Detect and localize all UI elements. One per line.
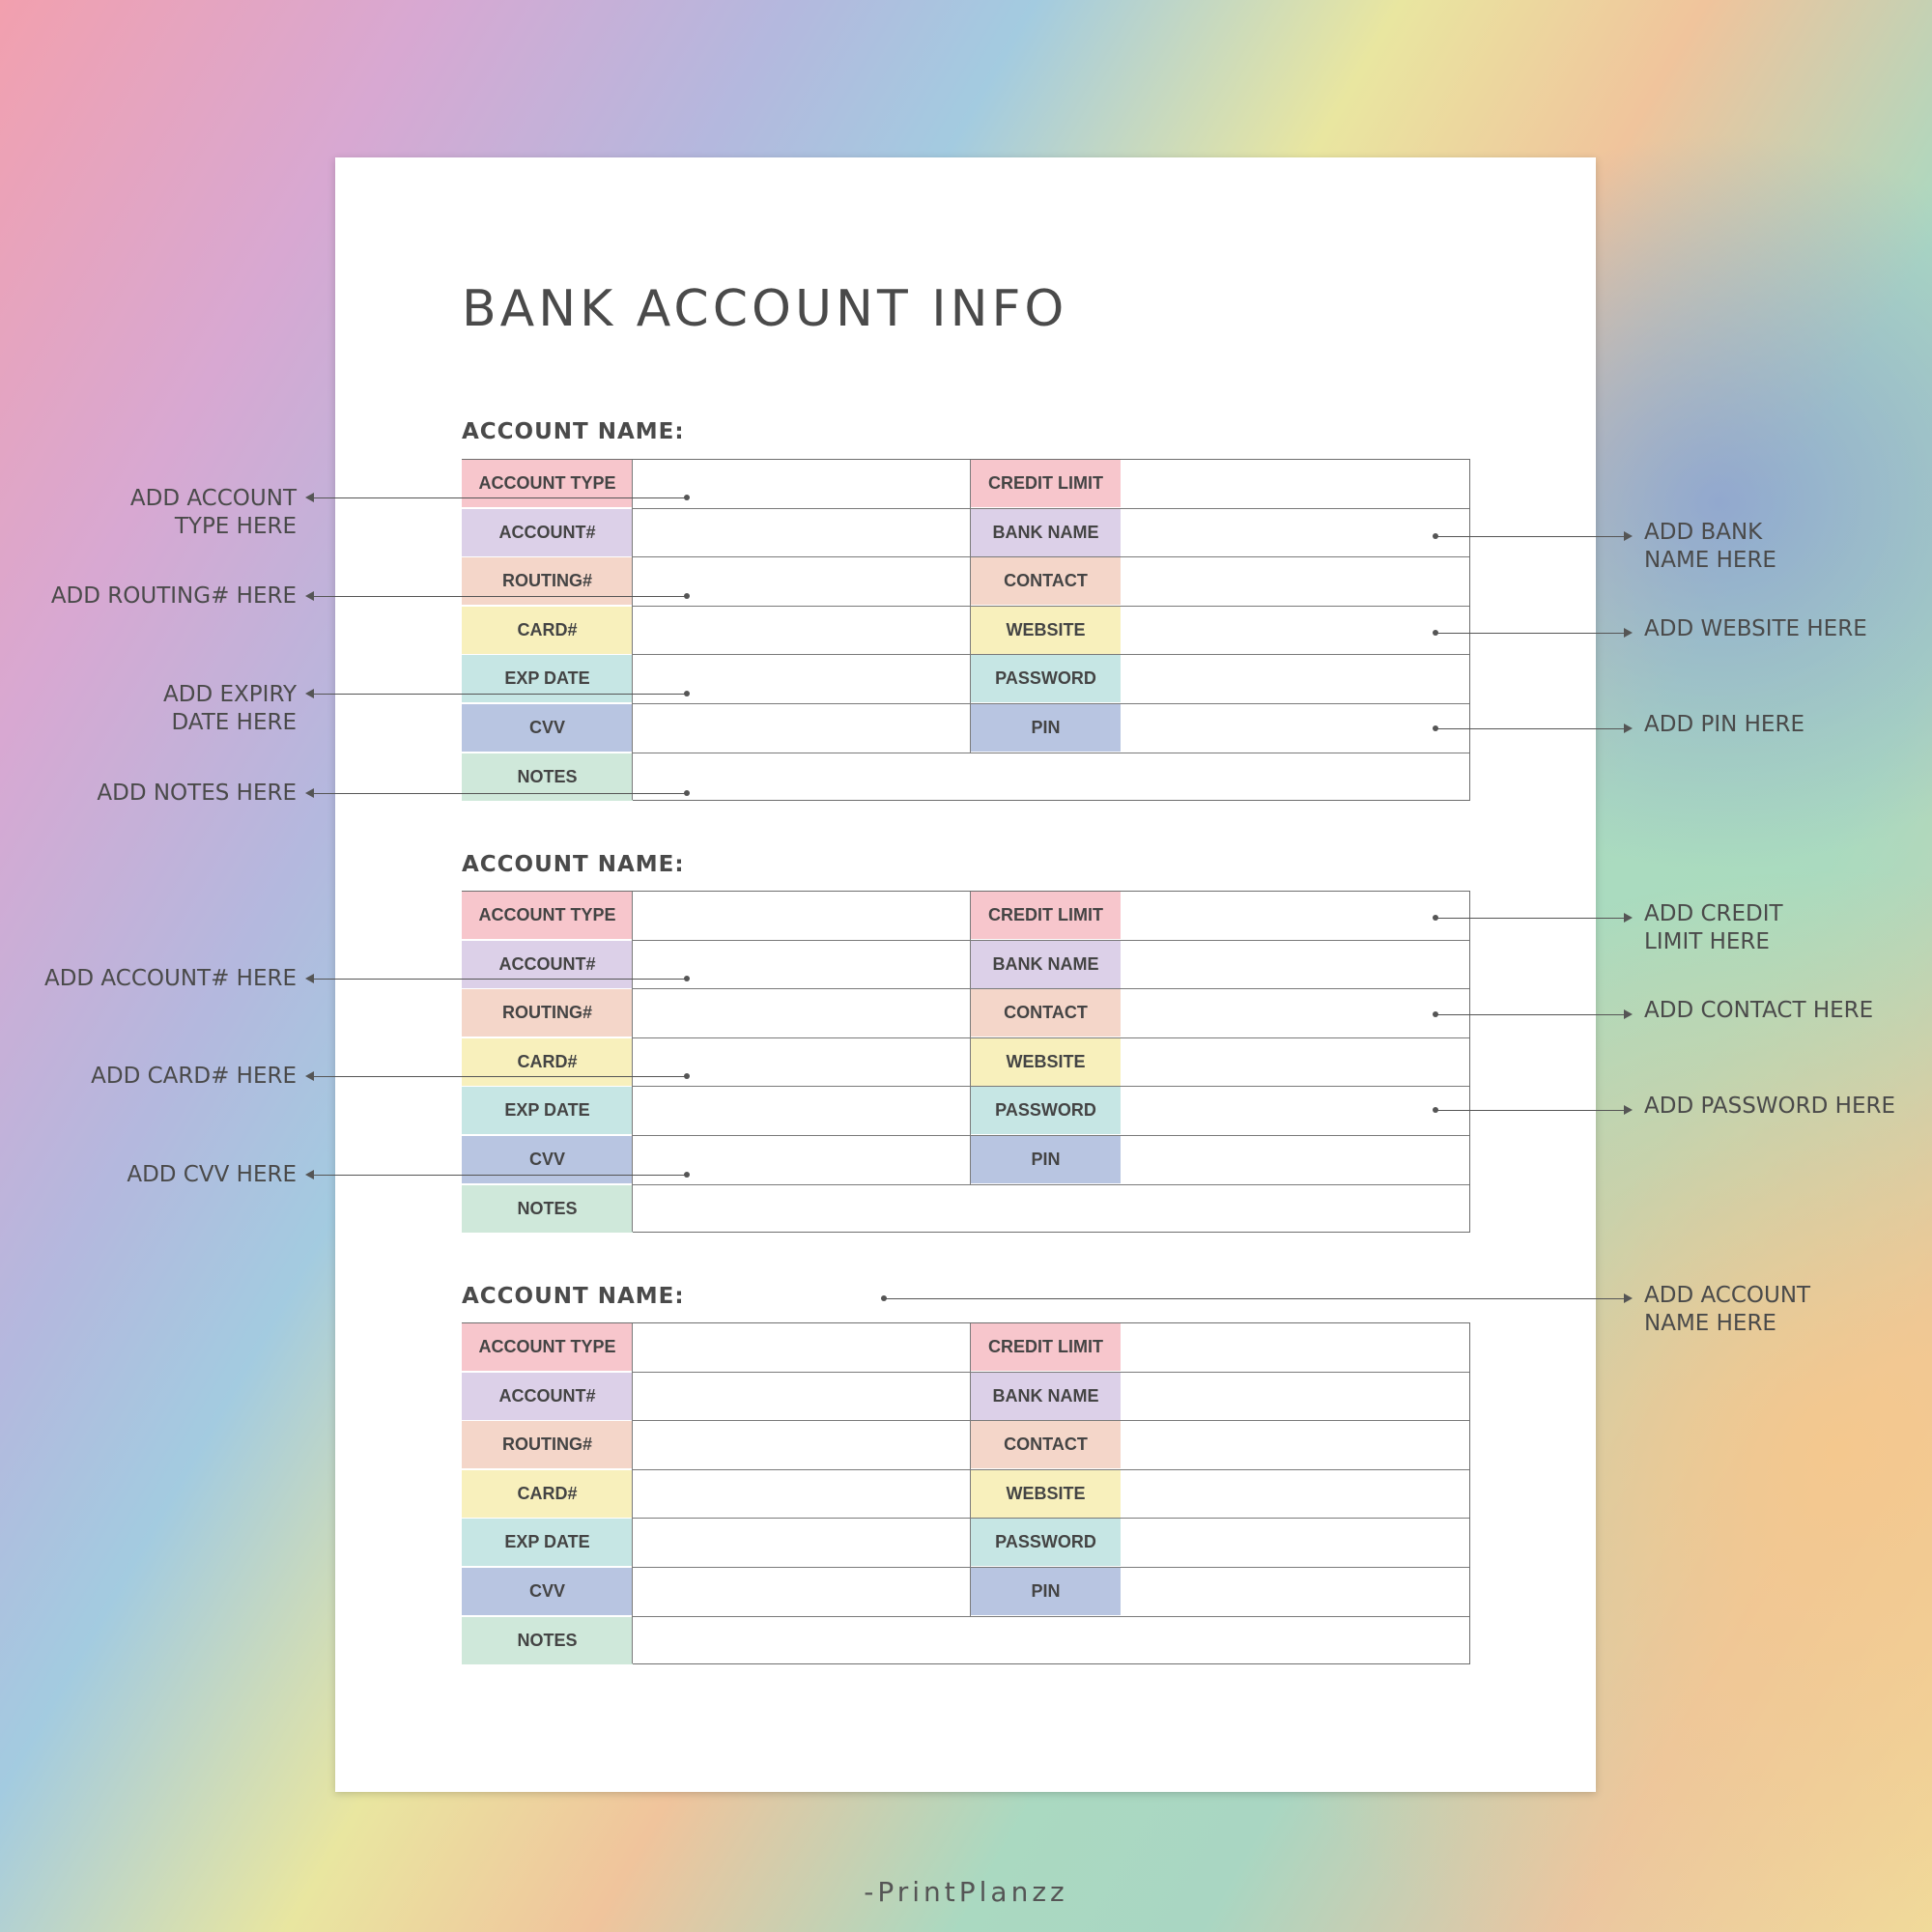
arrow-head-icon [305, 1170, 314, 1179]
field-label-account-type: ACCOUNT TYPE [462, 892, 633, 939]
arrow-head-icon [305, 788, 314, 798]
callout-label: ADD NOTES HERE [97, 781, 297, 806]
callout-label: ADD ACCOUNT# HERE [43, 966, 297, 991]
row-divider [633, 508, 1469, 509]
row-divider [633, 940, 1469, 941]
field-label-account: ACCOUNT# [462, 509, 633, 556]
arrow-dot-icon [684, 1073, 690, 1079]
arrow-head-icon [1624, 1105, 1633, 1115]
field-label-password: PASSWORD [971, 1519, 1121, 1566]
arrow-head-icon [305, 591, 314, 601]
field-label-credit-limit: CREDIT LIMIT [971, 1323, 1121, 1371]
callout-arrow [1435, 1110, 1631, 1111]
column-divider [632, 1323, 633, 1663]
arrow-dot-icon [1433, 533, 1438, 539]
field-label-notes: NOTES [462, 1617, 633, 1664]
row-divider [633, 606, 1469, 607]
row-divider [633, 1372, 1469, 1373]
row-divider [633, 1086, 1469, 1087]
arrow-dot-icon [684, 691, 690, 696]
arrow-head-icon [1624, 1293, 1633, 1303]
column-divider [970, 1323, 971, 1617]
arrow-dot-icon [1433, 915, 1438, 921]
field-label-bank-name: BANK NAME [971, 509, 1121, 556]
callout-label: ADD CONTACT HERE [1644, 998, 1874, 1023]
field-label-bank-name: BANK NAME [971, 941, 1121, 988]
arrow-head-icon [1624, 1009, 1633, 1019]
field-label-website: WEBSITE [971, 607, 1121, 654]
arrow-head-icon [305, 689, 314, 698]
account-table [462, 1322, 1470, 1664]
arrow-dot-icon [881, 1295, 887, 1301]
callout-arrow [1435, 728, 1631, 729]
row-divider [633, 1469, 1469, 1470]
row-divider [633, 556, 1469, 557]
arrow-dot-icon [1433, 630, 1438, 636]
callout-arrow [307, 1175, 687, 1176]
field-label-contact: CONTACT [971, 557, 1121, 605]
field-label-contact: CONTACT [971, 1421, 1121, 1468]
field-label-exp-date: EXP DATE [462, 655, 633, 702]
callout-arrow [1435, 1014, 1631, 1015]
callout-label: ADD PASSWORD HERE [1644, 1094, 1895, 1119]
account-table [462, 891, 1470, 1233]
field-label-account-type: ACCOUNT TYPE [462, 1323, 633, 1371]
callout-label: ADD ROUTING# HERE [50, 583, 297, 609]
account-name-label: ACCOUNT NAME: [462, 419, 685, 444]
field-label-password: PASSWORD [971, 1087, 1121, 1134]
arrow-dot-icon [684, 1172, 690, 1178]
row-divider [633, 703, 1469, 704]
callout-arrow [307, 497, 687, 498]
field-label-password: PASSWORD [971, 655, 1121, 702]
field-label-account: ACCOUNT# [462, 1373, 633, 1420]
callout-arrow [307, 979, 687, 980]
callout-arrow [307, 1076, 687, 1077]
field-label-account: ACCOUNT# [462, 941, 633, 988]
arrow-head-icon [1624, 531, 1633, 541]
field-label-card: CARD# [462, 1038, 633, 1086]
field-label-contact: CONTACT [971, 989, 1121, 1037]
arrow-head-icon [1624, 628, 1633, 638]
callout-label: ADD ACCOUNT NAME HERE [1644, 1283, 1811, 1336]
field-label-pin: PIN [971, 1136, 1121, 1183]
field-label-pin: PIN [971, 1568, 1121, 1615]
column-divider [970, 892, 971, 1185]
row-divider [633, 1420, 1469, 1421]
brand-signature: -PrintPlanzz [864, 1876, 1068, 1908]
field-label-bank-name: BANK NAME [971, 1373, 1121, 1420]
callout-arrow [307, 596, 687, 597]
field-label-pin: PIN [971, 704, 1121, 752]
field-label-account-type: ACCOUNT TYPE [462, 460, 633, 507]
callout-arrow [1435, 918, 1631, 919]
arrow-dot-icon [1433, 1011, 1438, 1017]
arrow-dot-icon [1433, 725, 1438, 731]
arrow-dot-icon [684, 790, 690, 796]
callout-label: ADD EXPIRY DATE HERE [163, 682, 297, 735]
field-label-notes: NOTES [462, 1185, 633, 1233]
arrow-head-icon [305, 974, 314, 983]
row-divider [633, 1037, 1469, 1038]
callout-label: ADD PIN HERE [1644, 712, 1804, 737]
field-label-credit-limit: CREDIT LIMIT [971, 460, 1121, 507]
field-label-exp-date: EXP DATE [462, 1087, 633, 1134]
row-divider [633, 1567, 1469, 1568]
arrow-dot-icon [1433, 1107, 1438, 1113]
field-label-routing: ROUTING# [462, 1421, 633, 1468]
arrow-head-icon [305, 1071, 314, 1081]
field-label-card: CARD# [462, 1470, 633, 1518]
field-label-cvv: CVV [462, 704, 633, 752]
arrow-dot-icon [684, 593, 690, 599]
arrow-head-icon [1624, 724, 1633, 733]
field-label-website: WEBSITE [971, 1038, 1121, 1086]
callout-label: ADD CVV HERE [127, 1162, 297, 1187]
field-label-credit-limit: CREDIT LIMIT [971, 892, 1121, 939]
field-label-notes: NOTES [462, 753, 633, 801]
field-label-exp-date: EXP DATE [462, 1519, 633, 1566]
callout-label: ADD CREDIT LIMIT HERE [1644, 901, 1783, 954]
account-table [462, 459, 1470, 801]
callout-label: ADD CARD# HERE [91, 1064, 297, 1089]
arrow-dot-icon [684, 495, 690, 500]
arrow-dot-icon [684, 976, 690, 981]
callout-arrow [307, 694, 687, 695]
callout-label: ADD WEBSITE HERE [1644, 616, 1867, 641]
callout-label: ADD BANK NAME HERE [1644, 520, 1776, 573]
field-label-cvv: CVV [462, 1136, 633, 1183]
callout-label: ADD ACCOUNT TYPE HERE [129, 486, 297, 539]
field-label-routing: ROUTING# [462, 557, 633, 605]
page-title: BANK ACCOUNT INFO [462, 280, 1068, 338]
column-divider [632, 892, 633, 1232]
field-label-cvv: CVV [462, 1568, 633, 1615]
callout-arrow [884, 1298, 1631, 1299]
row-divider [633, 654, 1469, 655]
callout-arrow [1435, 633, 1631, 634]
column-divider [632, 460, 633, 800]
field-label-card: CARD# [462, 607, 633, 654]
field-label-website: WEBSITE [971, 1470, 1121, 1518]
row-divider [633, 1184, 1469, 1185]
row-divider [633, 1518, 1469, 1519]
field-label-routing: ROUTING# [462, 989, 633, 1037]
callout-arrow [307, 793, 687, 794]
arrow-head-icon [1624, 913, 1633, 923]
row-divider [633, 1616, 1469, 1617]
column-divider [970, 460, 971, 753]
row-divider [633, 1135, 1469, 1136]
account-name-label: ACCOUNT NAME: [462, 1284, 685, 1309]
row-divider [633, 988, 1469, 989]
account-name-label: ACCOUNT NAME: [462, 852, 685, 877]
arrow-head-icon [305, 493, 314, 502]
callout-arrow [1435, 536, 1631, 537]
